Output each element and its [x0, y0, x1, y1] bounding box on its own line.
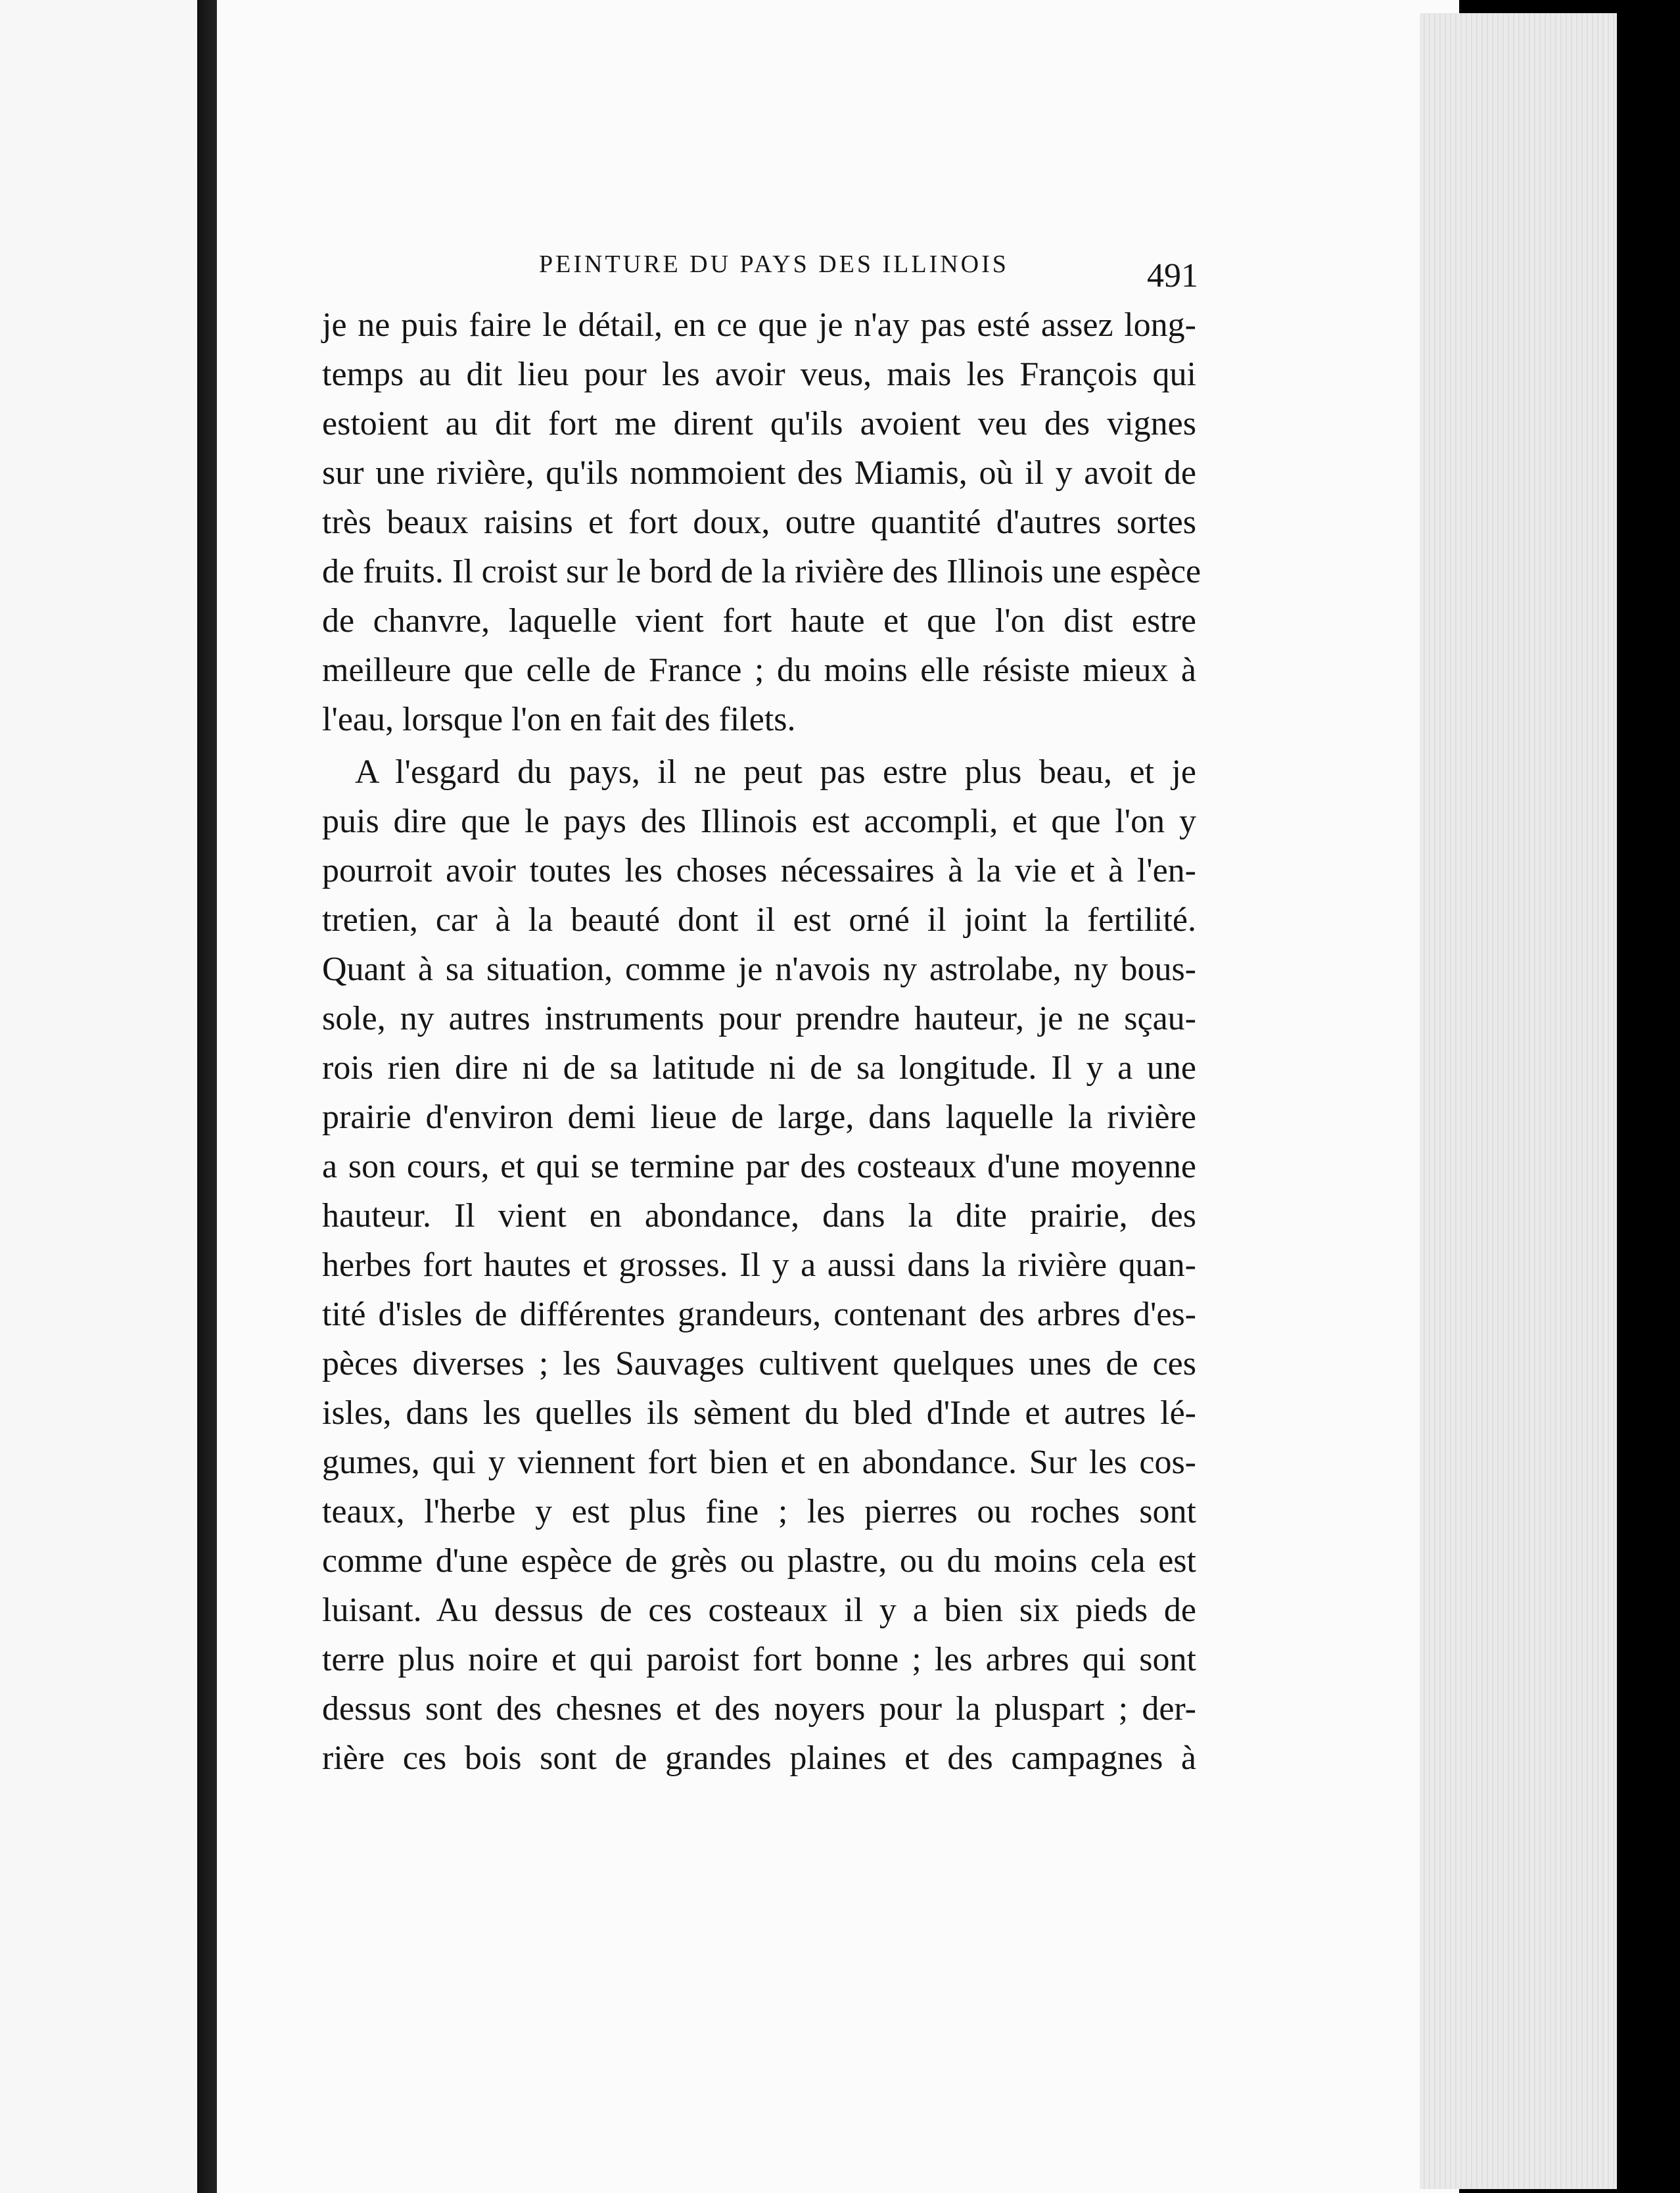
running-head: PEINTURE DU PAYS DES ILLINOIS	[539, 250, 1009, 278]
body-text-line: prairie d'environ demi lieue de large, dans laquelle la rivière	[322, 1098, 1196, 1136]
page-block-edge	[1420, 13, 1617, 2189]
body-text-line: hauteur. Il vient en abondance, dans la dite prairie, des	[322, 1197, 1196, 1235]
body-text-line: teaux, l'herbe y est plus fine ; les pierres ou roches sont	[322, 1493, 1196, 1530]
body-text-line: rière ces bois sont de grandes plaines et des campagnes à	[322, 1739, 1196, 1777]
body-text-line: de fruits. Il croist sur le bord de la rivière des Illinois une espèce	[322, 553, 1202, 590]
page-number: 491	[1147, 257, 1198, 295]
body-text-line: A l'esgard du pays, il ne peut pas estre plus beau, et je	[355, 753, 1196, 791]
body-text-line: très beaux raisins et fort doux, outre quantité d'autres sortes	[322, 504, 1196, 541]
body-text-line: tité d'isles de différentes grandeurs, contenant des arbres d'es-	[322, 1296, 1196, 1333]
body-text-line: sur une rivière, qu'ils nommoient des Miamis, où il y avoit de	[322, 454, 1196, 492]
body-text-line: gumes, qui y viennent fort bien et en abondance. Sur les cos-	[322, 1444, 1196, 1481]
body-text-line: meilleure que celle de France ; du moins elle résiste mieux à	[322, 651, 1196, 689]
body-text-line: isles, dans les quelles ils sèment du bled d'Inde et autres lé-	[322, 1394, 1196, 1432]
body-text-line: pourroit avoir toutes les choses nécessaires à la vie et à l'en-	[322, 852, 1196, 889]
body-text-line: estoient au dit fort me dirent qu'ils avoient veu des vignes	[322, 405, 1196, 442]
body-text-line: luisant. Au dessus de ces costeaux il y a bien six pieds de	[322, 1592, 1196, 1629]
body-text-line: l'eau, lorsque l'on en fait des filets.	[322, 701, 796, 738]
body-text-line: sole, ny autres instruments pour prendre hauteur, je ne sçau-	[322, 1000, 1196, 1037]
body-text-line: temps au dit lieu pour les avoir veus, mais les François qui	[322, 356, 1196, 393]
body-text-line: rois rien dire ni de sa latitude ni de sa longitude. Il y a une	[322, 1049, 1196, 1087]
body-text-line: dessus sont des chesnes et des noyers pour la pluspart ; der-	[322, 1690, 1196, 1728]
body-text-line: Quant à sa situation, comme je n'avois ny astrolabe, ny bous-	[322, 951, 1196, 988]
left-page	[0, 0, 197, 2193]
body-text-line: comme d'une espèce de grès ou plastre, ou du moins cela est	[322, 1542, 1196, 1580]
body-text-line: herbes fort hautes et grosses. Il y a aussi dans la rivière quan-	[322, 1246, 1196, 1284]
body-text-line: puis dire que le pays des Illinois est accompli, et que l'on y	[322, 803, 1196, 840]
body-text-line: je ne puis faire le détail, en ce que je n'ay pas esté assez long-	[322, 306, 1196, 344]
body-text-line: pèces diverses ; les Sauvages cultivent quelques unes de ces	[322, 1345, 1196, 1382]
body-text-line: tretien, car à la beauté dont il est orné il joint la fertilité.	[322, 901, 1196, 939]
body-text-line: terre plus noire et qui paroist fort bonne ; les arbres qui sont	[322, 1641, 1196, 1678]
body-text-line: de chanvre, laquelle vient fort haute et que l'on dist estre	[322, 602, 1196, 640]
body-text-line: a son cours, et qui se termine par des costeaux d'une moyenne	[322, 1148, 1196, 1185]
